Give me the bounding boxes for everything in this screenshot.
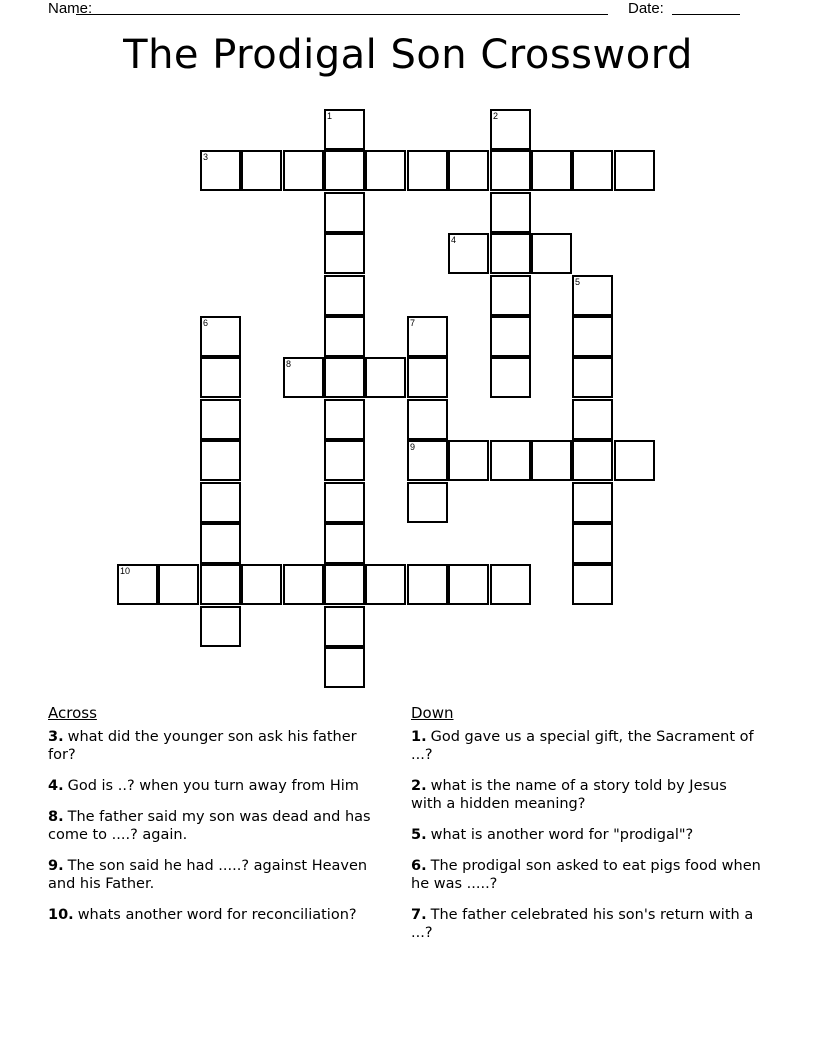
down-heading: Down (411, 704, 454, 722)
crossword-cell[interactable] (324, 357, 365, 398)
clue-number: 4 (451, 235, 457, 245)
crossword-cell[interactable] (490, 192, 531, 233)
crossword-cell[interactable] (490, 109, 531, 150)
crossword-cell[interactable] (572, 482, 613, 523)
crossword-cell[interactable] (324, 233, 365, 274)
crossword-cell[interactable] (365, 357, 406, 398)
crossword-cell[interactable] (407, 482, 448, 523)
crossword-cell[interactable] (324, 647, 365, 688)
crossword-cell[interactable] (572, 399, 613, 440)
crossword-cell[interactable] (200, 523, 241, 564)
crossword-cell[interactable] (614, 150, 655, 191)
crossword-cell[interactable] (490, 440, 531, 481)
down-clues (411, 704, 761, 955)
crossword-cell[interactable] (324, 440, 365, 481)
crossword-cell[interactable] (283, 150, 324, 191)
crossword-cell[interactable] (200, 482, 241, 523)
clue-number: 8 (286, 359, 292, 369)
crossword-cell[interactable] (324, 606, 365, 647)
crossword-cell[interactable] (531, 440, 572, 481)
crossword-cell[interactable] (200, 316, 241, 357)
clue-number: 2 (493, 111, 499, 121)
clue-down-2: 2. what is the name of a story told by Jesus with a hidden meaning? (411, 778, 727, 812)
clue-number: 5 (575, 277, 581, 287)
crossword-cell[interactable] (324, 275, 365, 316)
crossword-cell[interactable] (572, 275, 613, 316)
crossword-cell[interactable] (572, 150, 613, 191)
crossword-cell[interactable] (365, 564, 406, 605)
crossword-cell[interactable] (490, 357, 531, 398)
clue-down-7: 7. The father celebrated his son's return with a ...? (411, 907, 754, 941)
crossword-cell[interactable] (200, 440, 241, 481)
clue-across-10: 10. whats another word for reconciliation? (48, 907, 357, 923)
crossword-cell[interactable] (324, 399, 365, 440)
crossword-cell[interactable] (407, 440, 448, 481)
crossword-cell[interactable] (407, 150, 448, 191)
crossword-cell[interactable] (324, 192, 365, 233)
crossword-cell[interactable] (407, 564, 448, 605)
crossword-cell[interactable] (158, 564, 199, 605)
crossword-cell[interactable] (407, 399, 448, 440)
crossword-cell[interactable] (324, 150, 365, 191)
crossword-cell[interactable] (448, 440, 489, 481)
crossword-cell[interactable] (614, 440, 655, 481)
crossword-cell[interactable] (324, 523, 365, 564)
crossword-cell[interactable] (324, 564, 365, 605)
clue-number: 7 (410, 318, 416, 328)
crossword-cell[interactable] (407, 316, 448, 357)
crossword-cell[interactable] (324, 482, 365, 523)
across-heading: Across (48, 704, 97, 722)
clue-across-3: 3. what did the younger son ask his father for? (48, 729, 357, 763)
crossword-cell[interactable] (200, 150, 241, 191)
crossword-cell[interactable] (365, 150, 406, 191)
crossword-cell[interactable] (572, 357, 613, 398)
crossword-cell[interactable] (283, 564, 324, 605)
crossword-cell[interactable] (572, 316, 613, 357)
crossword-cell[interactable] (490, 275, 531, 316)
crossword-cell[interactable] (572, 523, 613, 564)
crossword-cell[interactable] (324, 109, 365, 150)
crossword-cell[interactable] (200, 606, 241, 647)
crossword-cell[interactable] (572, 564, 613, 605)
crossword-cell[interactable] (448, 233, 489, 274)
crossword-cell[interactable] (407, 357, 448, 398)
clue-number: 3 (203, 152, 209, 162)
clue-down-1: 1. God gave us a special gift, the Sacrament of ...? (411, 729, 754, 763)
crossword-cell[interactable] (200, 564, 241, 605)
clue-across-8: 8. The father said my son was dead and has come to ....? again. (48, 809, 371, 843)
clue-number: 6 (203, 318, 209, 328)
crossword-cell[interactable] (572, 440, 613, 481)
crossword-cell[interactable] (241, 150, 282, 191)
clue-number: 9 (410, 442, 416, 452)
clue-down-6: 6. The prodigal son asked to eat pigs food when he was .....? (411, 858, 761, 892)
crossword-cell[interactable] (283, 357, 324, 398)
across-clues (48, 704, 388, 937)
crossword-cell[interactable] (490, 564, 531, 605)
clue-number: 10 (120, 566, 131, 576)
crossword-cell[interactable] (448, 150, 489, 191)
crossword-cell[interactable] (200, 399, 241, 440)
crossword-cell[interactable] (490, 316, 531, 357)
page-title: The Prodigal Son Crossword (123, 32, 693, 78)
name-label: Name: (48, 0, 93, 17)
clue-across-4: 4. God is ..? when you turn away from Him (48, 778, 359, 794)
crossword-cell[interactable] (200, 357, 241, 398)
clue-number: 1 (327, 111, 333, 121)
crossword-cell[interactable] (117, 564, 158, 605)
crossword-cell[interactable] (490, 150, 531, 191)
clue-down-5: 5. what is another word for "prodigal"? (411, 827, 694, 843)
crossword-cell[interactable] (324, 316, 365, 357)
crossword-cell[interactable] (448, 564, 489, 605)
crossword-cell[interactable] (531, 233, 572, 274)
date-label: Date: (628, 0, 664, 17)
crossword-cell[interactable] (490, 233, 531, 274)
crossword-cell[interactable] (531, 150, 572, 191)
crossword-cell[interactable] (241, 564, 282, 605)
clue-across-9: 9. The son said he had .....? against Heaven and his Father. (48, 858, 368, 892)
